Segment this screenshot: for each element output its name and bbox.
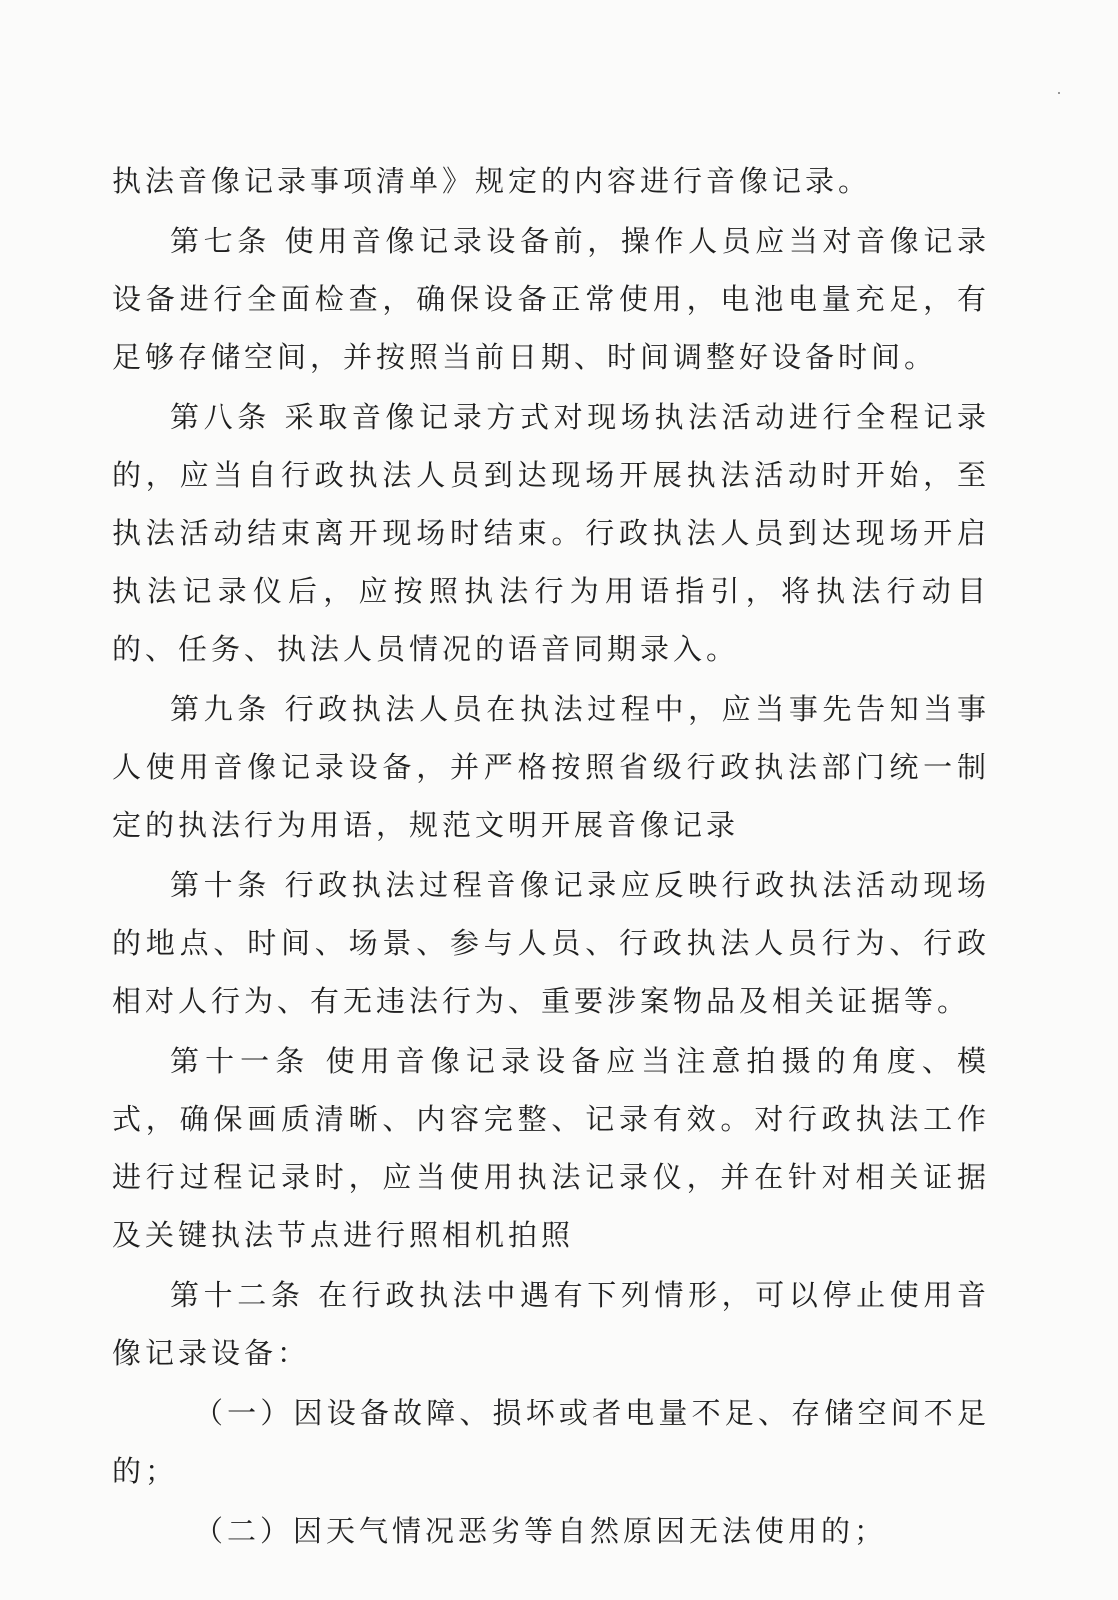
article-9: 第九条 行政执法人员在执法过程中，应当事先告知当事人使用音像记录设备，并严格按照省级行政执法部门统一制定的执法行为用语，规范文明开展音像记录 (112, 692, 990, 842)
list-item-1: （一）因设备故障、损坏或者电量不足、存储空间不足的； (112, 1396, 990, 1488)
scan-speck (1058, 92, 1060, 94)
article-11: 第十一条 使用音像记录设备应当注意拍摄的角度、模式，确保画质清晰、内容完整、记录有效。对行政执法工作进行过程记录时，应当使用执法记录仪，并在针对相关证据及关键执法节点进行照相机拍照 (112, 1044, 990, 1252)
list-item-2: （二）因天气情况恶劣等自然原因无法使用的； (194, 1514, 888, 1548)
article-8: 第八条 采取音像记录方式对现场执法活动进行全程记录的，应当自行政执法人员到达现场开展执法活动时开始，至执法活动结束离开现场时结束。行政执法人员到达现场开启执法记录仪后，应按照执法行为用语指引，将执法行动目的、任务、执法人员情况的语音同期录入。 (112, 400, 990, 666)
article-10: 第十条 行政执法过程音像记录应反映行政执法活动现场的地点、时间、场景、参与人员、行政执法人员行为、行政相对人行为、有无违法行为、重要涉案物品及相关证据等。 (112, 868, 990, 1018)
article-12: 第十二条 在行政执法中遇有下列情形，可以停止使用音像记录设备： (112, 1278, 990, 1370)
continued-paragraph: 执法音像记录事项清单》规定的内容进行音像记录。 (112, 164, 872, 198)
article-7: 第七条 使用音像记录设备前，操作人员应当对音像记录设备进行全面检查，确保设备正常使用，电池电量充足，有足够存储空间，并按照当前日期、时间调整好设备时间。 (112, 224, 990, 374)
